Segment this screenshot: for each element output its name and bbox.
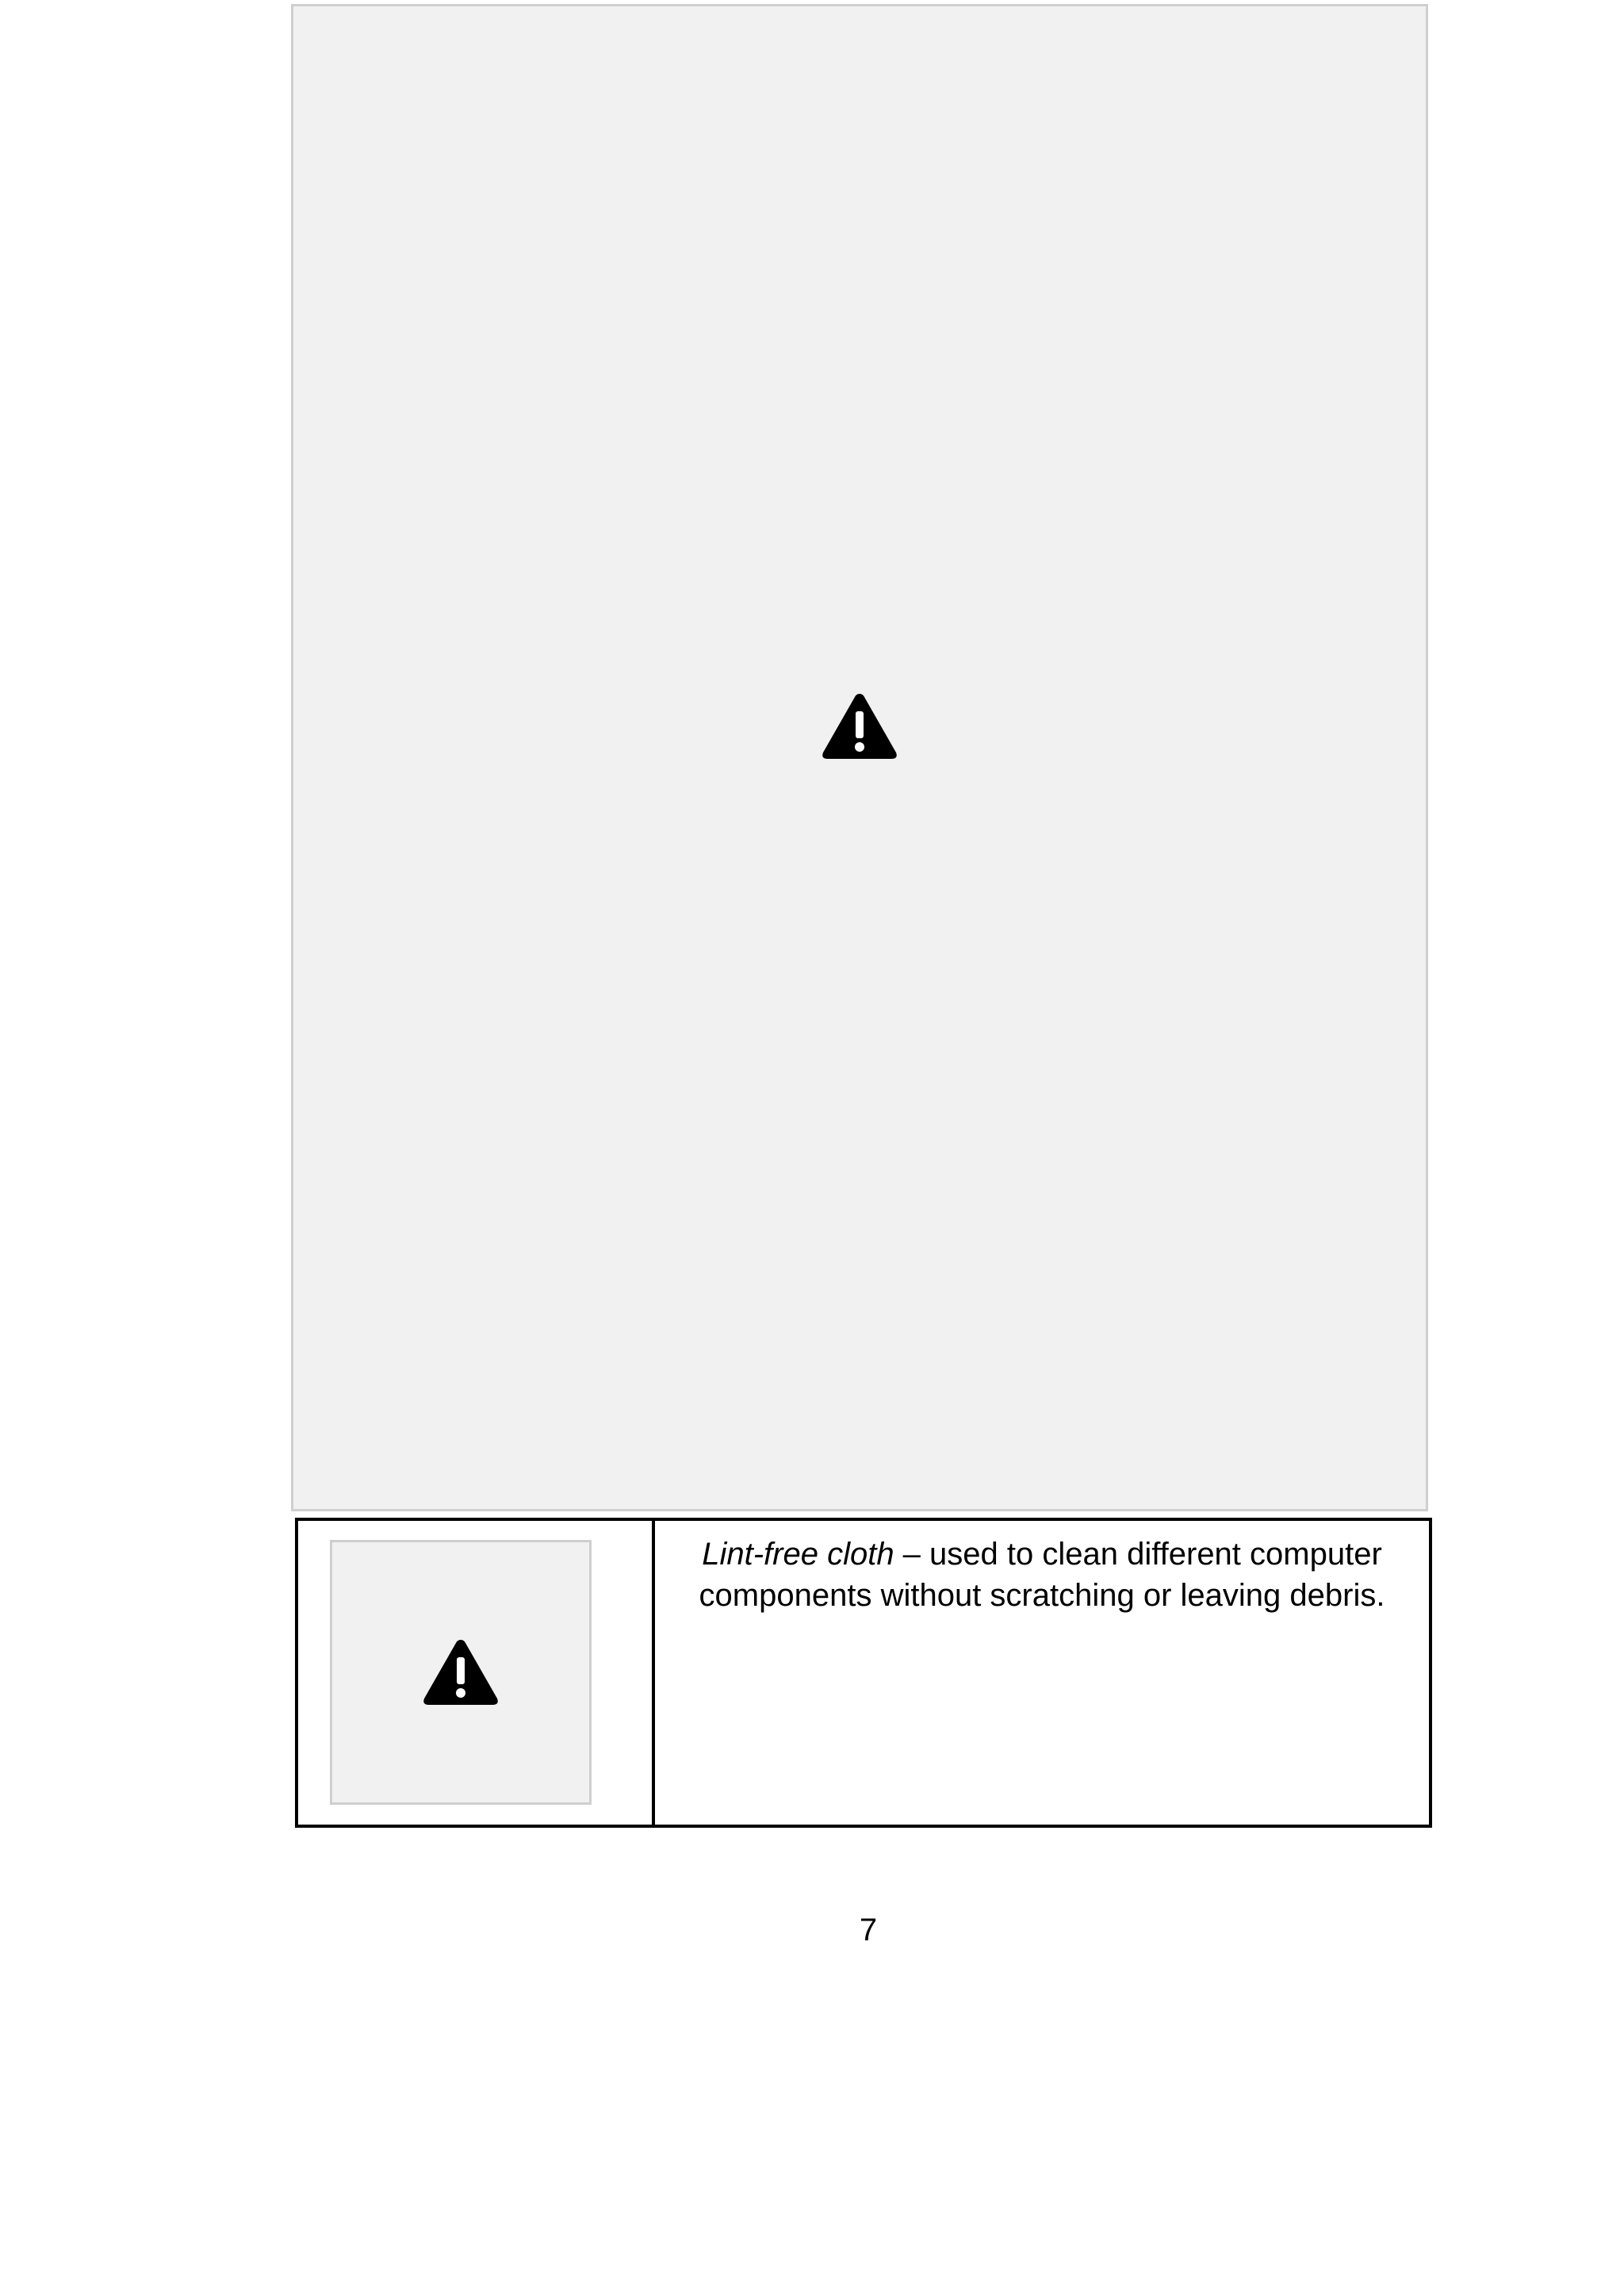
table-cell-image xyxy=(298,1521,655,1825)
tool-description: used to clean different computer components without scratching or leaving debris. xyxy=(699,1537,1385,1613)
tool-term: Lint-free cloth xyxy=(702,1537,894,1572)
warning-icon xyxy=(820,691,899,762)
table-cell-description xyxy=(655,1521,1429,1825)
tool-table xyxy=(295,1518,1432,1828)
missing-image-placeholder xyxy=(291,4,1428,1511)
missing-image-placeholder xyxy=(330,1540,592,1805)
warning-icon xyxy=(421,1637,500,1708)
page-number: 7 xyxy=(859,1913,878,1947)
term-separator: – xyxy=(894,1537,930,1572)
